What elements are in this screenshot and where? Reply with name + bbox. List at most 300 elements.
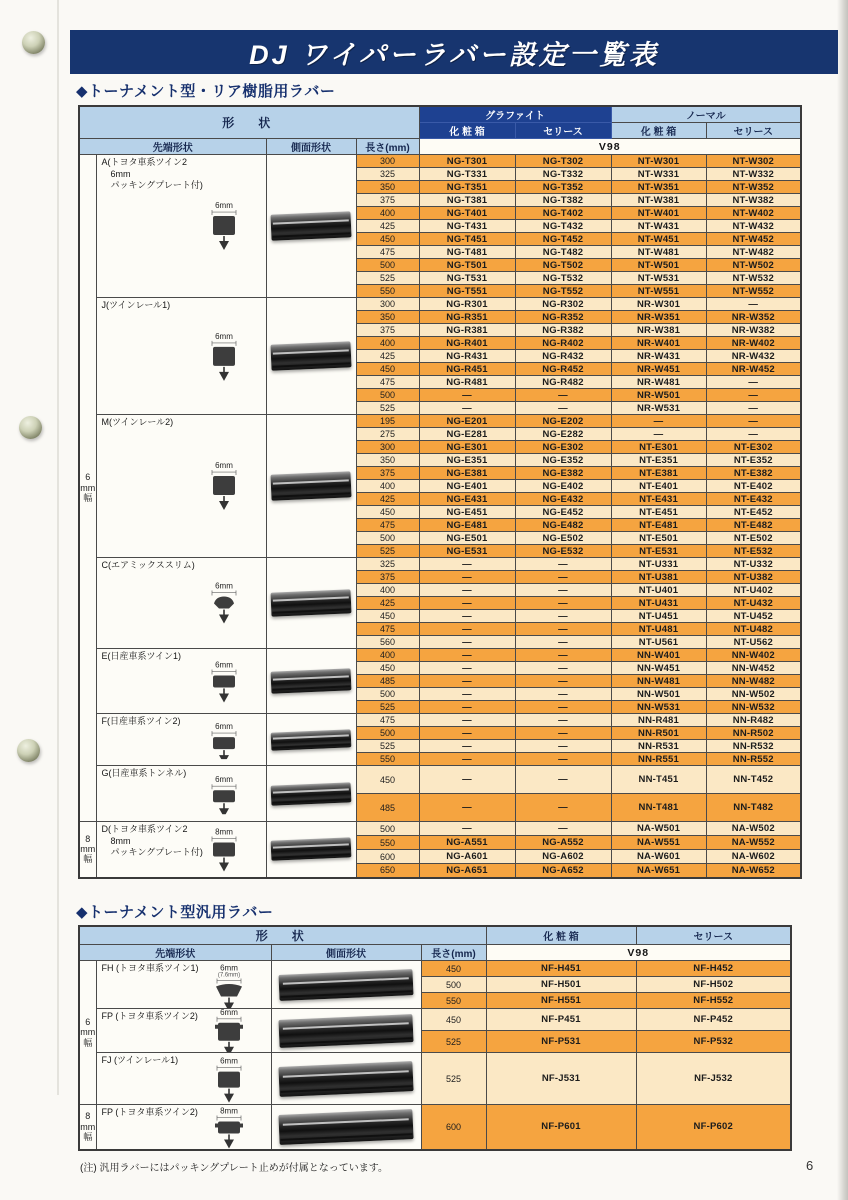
length-cell: 350	[356, 181, 419, 194]
length-cell: 600	[421, 1105, 486, 1150]
tip-profile-diagram	[191, 460, 255, 514]
side-profile-photo	[271, 782, 352, 805]
part-number-cell: NG-R302	[515, 298, 611, 311]
part-number-cell: NG-T531	[419, 272, 515, 285]
part-number-cell: NG-R301	[419, 298, 515, 311]
part-number-cell: —	[706, 428, 801, 441]
part-number-cell: NG-E431	[419, 493, 515, 506]
part-number-cell: NG-R352	[515, 311, 611, 324]
part-number-cell: NN-W402	[706, 649, 801, 662]
part-number-cell: —	[419, 402, 515, 415]
section-label: M(ツインレール2)	[101, 417, 174, 427]
length-cell: 425	[356, 350, 419, 363]
side-shape-cell	[266, 714, 356, 766]
part-number-cell: —	[419, 675, 515, 688]
svg-text:6mm: 6mm	[214, 331, 233, 341]
part-number-cell: —	[419, 662, 515, 675]
section-label: FP (トヨタ車系ツイン2)	[101, 1107, 198, 1117]
length-cell: 400	[356, 480, 419, 493]
side-shape-header: 側面形状	[266, 139, 356, 155]
length-cell: 325	[356, 168, 419, 181]
length-cell: 450	[356, 363, 419, 376]
part-number-cell: NN-W452	[706, 662, 801, 675]
part-number-cell: NG-E301	[419, 441, 515, 454]
part-number-cell: NG-E402	[515, 480, 611, 493]
part-number-cell: —	[419, 766, 515, 794]
part-number-cell: NR-W451	[611, 363, 706, 376]
length-cell: 350	[356, 311, 419, 324]
tip-profile-diagram	[191, 200, 255, 254]
binder-hole	[19, 416, 42, 439]
length-cell: 325	[356, 558, 419, 571]
length-cell: 475	[356, 246, 419, 259]
part-number-cell: NG-T302	[515, 155, 611, 168]
part-number-cell: NT-U451	[611, 610, 706, 623]
part-number-cell: NT-U332	[706, 558, 801, 571]
length-cell: 450	[356, 766, 419, 794]
length-cell: 650	[356, 864, 419, 878]
part-number-cell: NG-A651	[419, 864, 515, 878]
part-number-cell: NT-U382	[706, 571, 801, 584]
svg-text:6mm: 6mm	[214, 201, 233, 211]
part-number-cell: NT-E451	[611, 506, 706, 519]
length-cell: 550	[356, 836, 419, 850]
length-cell: 500	[421, 977, 486, 993]
length-cell: 375	[356, 194, 419, 207]
part-number-cell: NG-T452	[515, 233, 611, 246]
svg-text:6mm: 6mm	[214, 660, 233, 670]
tip-shape-cell	[96, 961, 271, 1009]
length-cell: 600	[356, 850, 419, 864]
width-group-label: 8 mm 幅	[79, 822, 96, 878]
part-number-cell: NG-E302	[515, 441, 611, 454]
part-number-cell: NF-P452	[636, 1009, 791, 1031]
part-number-cell: —	[706, 298, 801, 311]
shape-header: 形 状	[79, 106, 419, 139]
length-cell: 450	[421, 1009, 486, 1031]
part-number-cell: NT-U402	[706, 584, 801, 597]
length-cell: 500	[356, 688, 419, 701]
part-number-cell: NN-R531	[611, 740, 706, 753]
part-number-cell: NN-R502	[706, 727, 801, 740]
side-profile-photo	[278, 969, 413, 1001]
part-number-cell: NG-R432	[515, 350, 611, 363]
table-row	[79, 714, 801, 727]
part-number-cell: NR-W481	[611, 376, 706, 389]
part-number-cell: NT-E382	[706, 467, 801, 480]
part-number-cell: NF-H502	[636, 977, 791, 993]
section-label: F(日産車系ツイン2)	[101, 716, 181, 726]
part-number-cell: —	[515, 649, 611, 662]
part-number-cell: NG-T382	[515, 194, 611, 207]
part-number-cell: —	[419, 389, 515, 402]
tip-profile-diagram	[191, 774, 255, 814]
box-header: 化 粧 箱	[486, 926, 636, 945]
part-number-cell: —	[515, 597, 611, 610]
part-number-cell: NG-E482	[515, 519, 611, 532]
part-number-cell: NG-T552	[515, 285, 611, 298]
part-number-cell: NG-E381	[419, 467, 515, 480]
part-number-cell: NT-W351	[611, 181, 706, 194]
part-number-cell: —	[515, 623, 611, 636]
length-cell: 475	[356, 714, 419, 727]
svg-text:8mm: 8mm	[219, 1106, 238, 1116]
general-rubber-table	[78, 925, 792, 1151]
part-number-cell: NN-W501	[611, 688, 706, 701]
part-number-cell: NF-P531	[486, 1031, 636, 1053]
part-number-cell: NT-W481	[611, 246, 706, 259]
tip-shape-cell	[96, 298, 266, 415]
section-label: C(エアミックススリム)	[101, 560, 195, 570]
binder-hole	[22, 31, 45, 54]
length-header: 長さ(mm)	[356, 139, 419, 155]
part-number-cell: NN-W481	[611, 675, 706, 688]
part-number-cell: NG-E352	[515, 454, 611, 467]
part-number-cell: NG-T301	[419, 155, 515, 168]
tip-profile-diagram	[191, 581, 255, 627]
length-cell: 500	[356, 822, 419, 836]
graphite-header: グラファイト	[419, 106, 611, 123]
tip-shape-cell	[96, 766, 266, 822]
part-number-cell: —	[419, 753, 515, 766]
part-number-cell: NA-W502	[706, 822, 801, 836]
part-number-cell: —	[706, 389, 801, 402]
length-cell: 300	[356, 155, 419, 168]
side-profile-photo	[278, 1014, 413, 1048]
part-number-cell: —	[706, 376, 801, 389]
part-number-cell: NG-T431	[419, 220, 515, 233]
part-number-cell: NR-W351	[611, 311, 706, 324]
length-cell: 350	[356, 454, 419, 467]
part-number-cell: NT-E531	[611, 545, 706, 558]
part-number-cell: NG-E532	[515, 545, 611, 558]
svg-text:6mm: 6mm	[219, 1056, 238, 1066]
svg-text:8mm: 8mm	[214, 827, 233, 837]
side-profile-photo	[271, 668, 352, 693]
part-number-cell: NT-W382	[706, 194, 801, 207]
header-row	[79, 139, 801, 155]
part-number-cell: —	[515, 794, 611, 822]
part-number-cell: NN-W532	[706, 701, 801, 714]
length-cell: 425	[356, 597, 419, 610]
length-cell: 485	[356, 794, 419, 822]
general-table-body	[79, 961, 791, 1150]
side-shape-cell	[266, 766, 356, 822]
table-row	[79, 649, 801, 662]
part-number-cell: —	[419, 571, 515, 584]
tip-profile-diagram	[191, 659, 255, 703]
part-number-cell: NT-W452	[706, 233, 801, 246]
svg-text:6mm: 6mm	[214, 774, 233, 784]
part-number-cell: NT-W381	[611, 194, 706, 207]
part-number-cell: NT-E501	[611, 532, 706, 545]
part-number-cell: NG-T432	[515, 220, 611, 233]
part-number-cell: NA-W652	[706, 864, 801, 878]
tip-shape-cell	[96, 822, 266, 878]
part-number-cell: NT-U331	[611, 558, 706, 571]
part-number-cell: NG-E401	[419, 480, 515, 493]
part-number-cell: —	[611, 415, 706, 428]
part-number-cell: NG-R431	[419, 350, 515, 363]
binder-hole	[17, 739, 40, 762]
part-number-cell: NG-R451	[419, 363, 515, 376]
tip-profile-diagram	[191, 827, 255, 873]
length-cell: 300	[356, 298, 419, 311]
part-number-cell: NT-E532	[706, 545, 801, 558]
part-number-cell: —	[515, 675, 611, 688]
part-number-cell: —	[515, 740, 611, 753]
part-number-cell: —	[611, 428, 706, 441]
length-cell: 450	[356, 610, 419, 623]
part-number-cell: NT-E481	[611, 519, 706, 532]
length-cell: 525	[421, 1031, 486, 1053]
length-cell: 400	[356, 337, 419, 350]
part-number-cell: NR-W352	[706, 311, 801, 324]
part-number-cell: NG-T381	[419, 194, 515, 207]
part-number-cell: NN-R482	[706, 714, 801, 727]
tip-shape-header: 先端形状	[79, 945, 271, 961]
part-number-cell: NG-T401	[419, 207, 515, 220]
length-cell: 450	[421, 961, 486, 977]
part-number-cell: —	[515, 688, 611, 701]
part-number-cell: NG-E382	[515, 467, 611, 480]
tip-shape-cell	[96, 558, 266, 649]
part-number-cell: NG-E351	[419, 454, 515, 467]
part-number-cell: NF-H452	[636, 961, 791, 977]
length-cell: 525	[356, 545, 419, 558]
part-number-cell: NT-W532	[706, 272, 801, 285]
section-label: A(トヨタ車系ツイン2 6mm パッキングプレート付)	[101, 157, 203, 191]
side-shape-cell	[271, 961, 421, 1009]
part-number-cell: NG-A551	[419, 836, 515, 850]
part-number-cell: —	[515, 753, 611, 766]
side-profile-photo	[270, 211, 351, 240]
part-number-cell: NT-U401	[611, 584, 706, 597]
part-number-cell: NT-E402	[706, 480, 801, 493]
section-label: J(ツインレール1)	[101, 300, 171, 310]
length-header: 長さ(mm)	[421, 945, 486, 961]
length-cell: 450	[356, 662, 419, 675]
part-number-cell: NF-J532	[636, 1053, 791, 1105]
svg-text:6mm: 6mm	[219, 963, 238, 973]
part-number-cell: NT-U562	[706, 636, 801, 649]
width-group-label: 6 mm 幅	[79, 961, 96, 1105]
table-row	[79, 1009, 791, 1031]
part-number-cell: NT-U381	[611, 571, 706, 584]
part-number-cell: NA-W551	[611, 836, 706, 850]
side-profile-photo	[270, 589, 351, 616]
part-number-cell: NG-E451	[419, 506, 515, 519]
part-number-cell: NA-W601	[611, 850, 706, 864]
part-number-cell: NT-W501	[611, 259, 706, 272]
rear-table-body	[79, 155, 801, 878]
part-number-cell: NG-E432	[515, 493, 611, 506]
part-number-cell: NG-T551	[419, 285, 515, 298]
table-row	[79, 961, 791, 977]
part-number-cell: NG-R382	[515, 324, 611, 337]
length-cell: 500	[356, 727, 419, 740]
part-number-cell: —	[419, 688, 515, 701]
part-number-cell: NT-E432	[706, 493, 801, 506]
part-number-cell: NN-W531	[611, 701, 706, 714]
section-label: FJ (ツインレール1)	[101, 1055, 179, 1065]
part-number-cell: —	[515, 766, 611, 794]
part-number-cell: —	[515, 727, 611, 740]
version-header: V98	[419, 139, 801, 155]
part-number-cell: NT-U431	[611, 597, 706, 610]
rear-rubber-table	[78, 105, 802, 879]
length-cell: 375	[356, 324, 419, 337]
part-number-cell: NR-W402	[706, 337, 801, 350]
part-number-cell: NR-W452	[706, 363, 801, 376]
part-number-cell: NT-E302	[706, 441, 801, 454]
part-number-cell: NG-T351	[419, 181, 515, 194]
part-number-cell: NR-W401	[611, 337, 706, 350]
part-number-cell: NG-E282	[515, 428, 611, 441]
part-number-cell: —	[419, 597, 515, 610]
length-cell: 525	[356, 272, 419, 285]
length-cell: 425	[356, 493, 419, 506]
length-cell: 400	[356, 584, 419, 597]
part-number-cell: NA-W602	[706, 850, 801, 864]
part-number-cell: —	[515, 636, 611, 649]
part-number-cell: NT-W451	[611, 233, 706, 246]
side-shape-cell	[271, 1105, 421, 1150]
length-cell: 275	[356, 428, 419, 441]
part-number-cell: NN-W401	[611, 649, 706, 662]
table-row	[79, 415, 801, 428]
part-number-cell: —	[515, 701, 611, 714]
series-header: セリース	[636, 926, 791, 945]
table-row	[79, 1105, 791, 1150]
side-shape-cell	[266, 155, 356, 298]
page-title: DJ ワイパーラバー設定一覧表	[249, 39, 659, 70]
tip-profile-diagram	[191, 721, 255, 759]
part-number-cell: NR-W432	[706, 350, 801, 363]
length-cell: 550	[356, 285, 419, 298]
tip-shape-cell	[96, 155, 266, 298]
length-cell: 500	[356, 389, 419, 402]
part-number-cell: —	[515, 610, 611, 623]
part-number-cell: NN-T482	[706, 794, 801, 822]
width-group-label: 8 mm 幅	[79, 1105, 96, 1150]
tip-shape-cell	[96, 1053, 271, 1105]
part-number-cell: NG-R402	[515, 337, 611, 350]
header-row	[79, 926, 791, 945]
part-number-cell: NF-P602	[636, 1105, 791, 1150]
part-number-cell: NR-W431	[611, 350, 706, 363]
length-cell: 475	[356, 623, 419, 636]
part-number-cell: NR-W531	[611, 402, 706, 415]
part-number-cell: NN-R551	[611, 753, 706, 766]
length-cell: 500	[356, 532, 419, 545]
part-number-cell: NG-T451	[419, 233, 515, 246]
tip-shape-cell	[96, 1009, 271, 1053]
side-shape-cell	[266, 558, 356, 649]
part-number-cell: NG-R401	[419, 337, 515, 350]
section-label: G(日産車系トンネル)	[101, 768, 187, 778]
side-profile-photo	[270, 471, 351, 500]
length-cell: 375	[356, 571, 419, 584]
part-number-cell: —	[419, 727, 515, 740]
graphite-series-header: セリース	[515, 123, 611, 139]
part-number-cell: NG-E202	[515, 415, 611, 428]
side-shape-header: 側面形状	[271, 945, 421, 961]
section-title-rear: ◆トーナメント型・リア樹脂用ラバー	[76, 83, 336, 100]
part-number-cell: —	[419, 610, 515, 623]
page-crease-line	[57, 0, 59, 1095]
length-cell: 560	[356, 636, 419, 649]
part-number-cell: NT-W402	[706, 207, 801, 220]
section-label: D(トヨタ車系ツイン2 8mm パッキングプレート付)	[101, 824, 203, 858]
part-number-cell: NG-E281	[419, 428, 515, 441]
tip-shape-cell	[96, 415, 266, 558]
part-number-cell: NG-A602	[515, 850, 611, 864]
part-number-cell: NG-R381	[419, 324, 515, 337]
part-number-cell: NT-E401	[611, 480, 706, 493]
part-number-cell: NF-P451	[486, 1009, 636, 1031]
tip-shape-header: 先端形状	[79, 139, 266, 155]
part-number-cell: NF-P532	[636, 1031, 791, 1053]
part-number-cell: NT-U432	[706, 597, 801, 610]
length-cell: 450	[356, 233, 419, 246]
page-number: 6	[806, 1158, 814, 1173]
side-shape-cell	[266, 298, 356, 415]
svg-text:6mm: 6mm	[214, 721, 233, 731]
part-number-cell: NT-W331	[611, 168, 706, 181]
part-number-cell: NT-W352	[706, 181, 801, 194]
table-row	[79, 766, 801, 794]
part-number-cell: NA-W501	[611, 822, 706, 836]
part-number-cell: NT-W432	[706, 220, 801, 233]
part-number-cell: —	[515, 662, 611, 675]
part-number-cell: NN-W502	[706, 688, 801, 701]
table-row	[79, 155, 801, 168]
part-number-cell: NN-T481	[611, 794, 706, 822]
tip-profile-diagram	[196, 962, 260, 1008]
length-cell: 475	[356, 376, 419, 389]
part-number-cell: NF-P601	[486, 1105, 636, 1150]
tip-profile-diagram	[191, 331, 255, 383]
length-cell: 525	[421, 1053, 486, 1105]
section-title-general: ◆トーナメント型汎用ラバー	[76, 904, 274, 921]
part-number-cell: NT-W301	[611, 155, 706, 168]
tip-profile-diagram	[196, 1055, 260, 1103]
part-number-cell: NG-A601	[419, 850, 515, 864]
part-number-cell: NG-A552	[515, 836, 611, 850]
table-row	[79, 822, 801, 836]
length-cell: 550	[421, 993, 486, 1009]
part-number-cell: NG-T532	[515, 272, 611, 285]
side-profile-photo	[271, 838, 352, 861]
normal-box-header: 化 粧 箱	[611, 123, 706, 139]
part-number-cell: NT-W482	[706, 246, 801, 259]
part-number-cell: —	[515, 402, 611, 415]
part-number-cell: NT-E381	[611, 467, 706, 480]
part-number-cell: NT-E351	[611, 454, 706, 467]
length-cell: 300	[356, 441, 419, 454]
part-number-cell: NT-U481	[611, 623, 706, 636]
side-shape-cell	[266, 822, 356, 878]
section-label: FH (トヨタ車系ツイン1)	[101, 963, 199, 973]
part-number-cell: NG-E452	[515, 506, 611, 519]
part-number-cell: —	[706, 415, 801, 428]
length-cell: 450	[356, 506, 419, 519]
part-number-cell: NT-E482	[706, 519, 801, 532]
part-number-cell: NG-R481	[419, 376, 515, 389]
side-shape-cell	[271, 1009, 421, 1053]
length-cell: 400	[356, 649, 419, 662]
